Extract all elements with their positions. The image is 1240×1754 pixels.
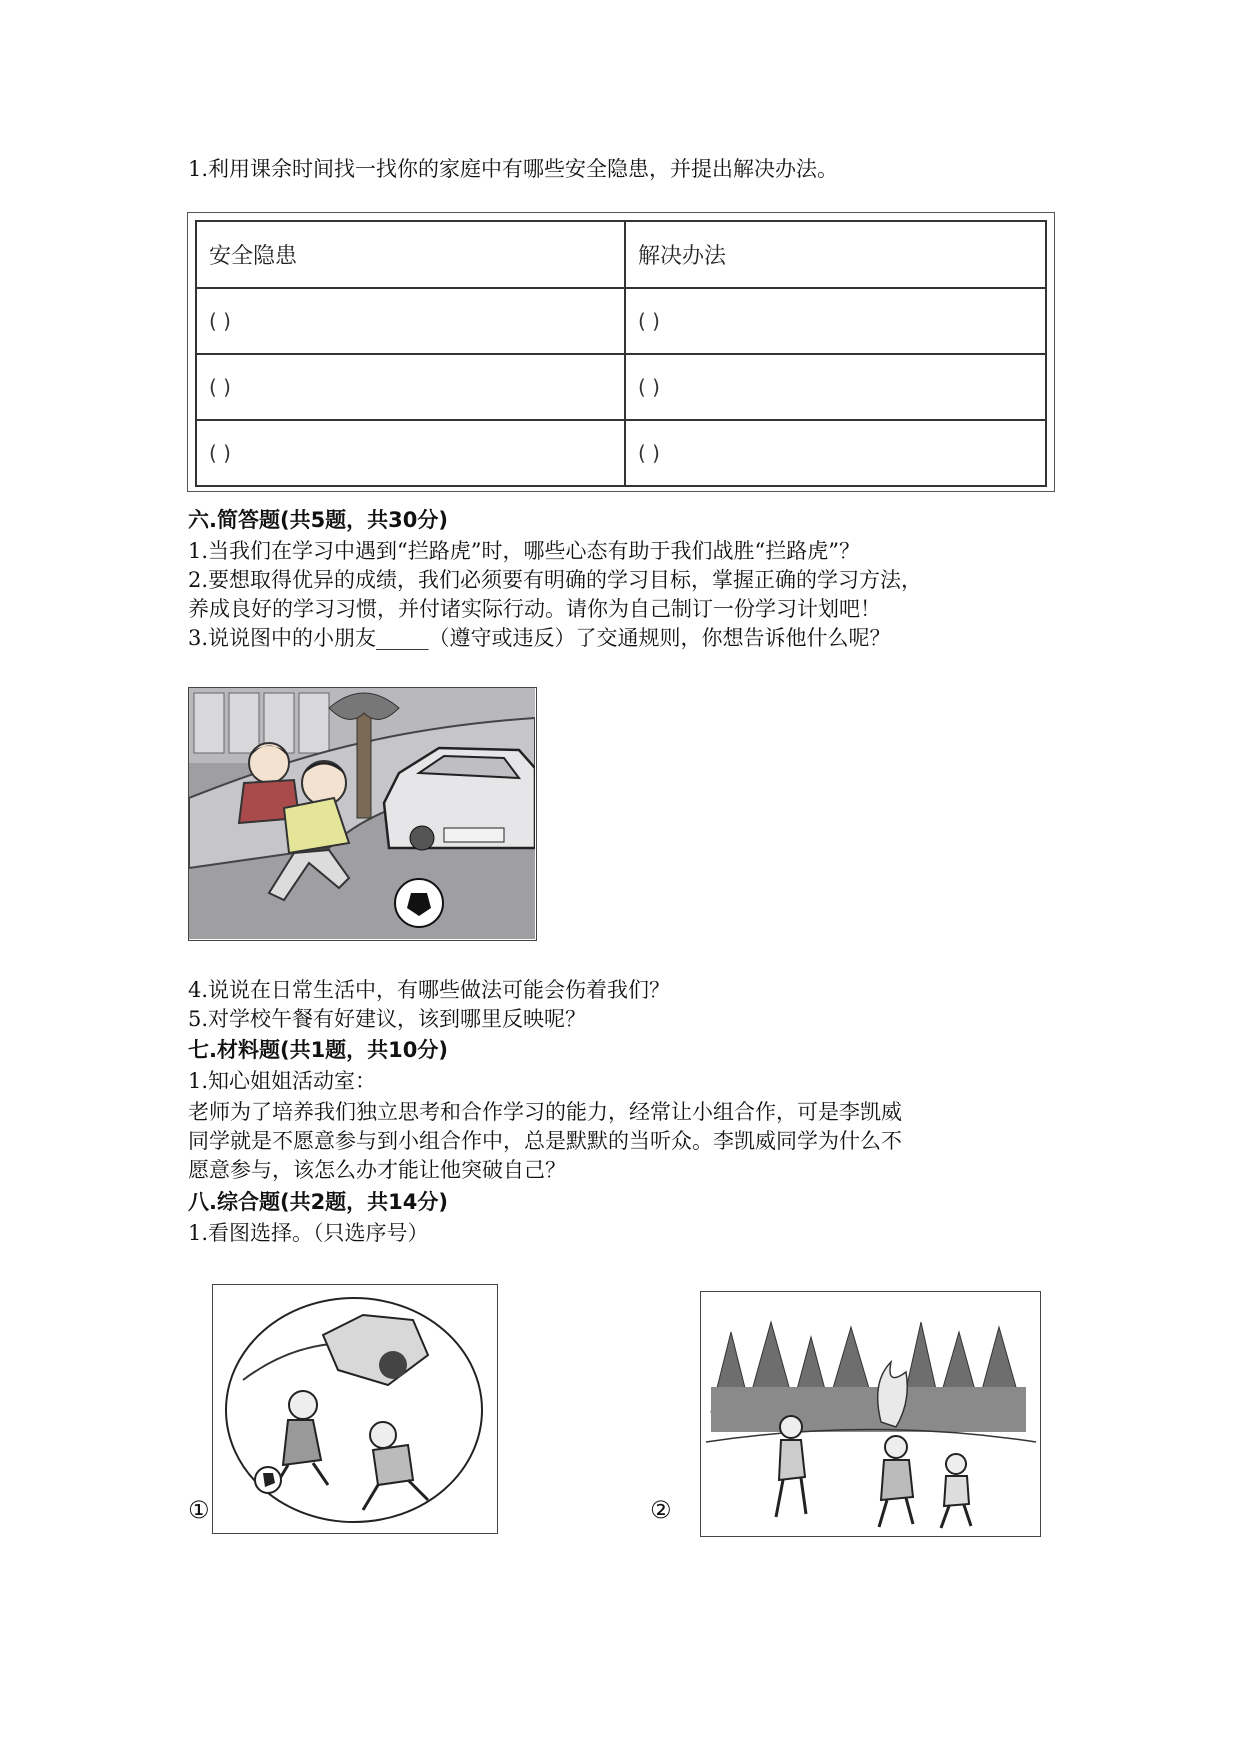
children-fleeing-forest-fire-image	[701, 1292, 1039, 1535]
table-header-hazard: 安全隐患	[196, 221, 625, 288]
table-row	[196, 354, 1046, 420]
picture-option-2[interactable]	[700, 1291, 1041, 1537]
choice-label-1: ①	[188, 1496, 210, 1524]
question-household-hazards: 1.利用课余时间找一找你的家庭中有哪些安全隐患，并提出解决办法。	[188, 157, 839, 181]
table-header-solution: 解决办法	[625, 221, 1046, 288]
section-heading-material: 七.材料题(共1题，共10分)	[188, 1038, 449, 1062]
question-text: 3.说说图中的小朋友_____（遵守或违反）了交通规则，你想告诉他什么呢？	[188, 626, 891, 650]
question-text: 1.当我们在学习中遇到“拦路虎”时，哪些心态有助于我们战胜“拦路虎”？	[188, 539, 860, 563]
answer-blank[interactable]: ( )	[625, 420, 1046, 486]
question-text: 1.看图选择。（只选序号）	[188, 1221, 429, 1245]
answer-blank[interactable]: ( )	[196, 354, 625, 420]
material-paragraph-line: 老师为了培养我们独立思考和合作学习的能力，经常让小组合作，可是李凯威	[188, 1100, 902, 1124]
table-row	[196, 420, 1046, 486]
question-text: 5.对学校午餐有好建议，该到哪里反映呢？	[188, 1007, 587, 1031]
section-heading-short-answer: 六.简答题(共5题，共30分)	[188, 508, 449, 532]
choice-label-2: ②	[650, 1496, 672, 1524]
answer-blank[interactable]: ( )	[625, 288, 1046, 354]
question-text: 4.说说在日常生活中，有哪些做法可能会伤着我们？	[188, 978, 671, 1002]
hazard-table	[195, 220, 1047, 487]
section-heading-comprehensive: 八.综合题(共2题，共14分)	[188, 1190, 449, 1214]
material-paragraph-line: 愿意参与，该怎么办才能让他突破自己？	[188, 1158, 566, 1182]
table-header-row	[196, 221, 1046, 288]
question-text: 养成良好的学习习惯，并付诸实际行动。请你为自己制订一份学习计划吧！	[188, 597, 881, 621]
table-row	[196, 288, 1046, 354]
question-text: 2.要想取得优异的成绩，我们必须要有明确的学习目标，掌握正确的学习方法，	[188, 568, 923, 592]
children-running-near-car-image	[189, 688, 535, 939]
question-text: 1.知心姐姐活动室：	[188, 1069, 377, 1093]
picture-option-1[interactable]	[212, 1284, 498, 1534]
boy-chasing-ball-near-car-image	[213, 1285, 496, 1532]
traffic-illustration	[188, 687, 537, 941]
answer-blank[interactable]: ( )	[196, 288, 625, 354]
answer-blank[interactable]: ( )	[625, 354, 1046, 420]
material-paragraph-line: 同学就是不愿意参与到小组合作中，总是默默的当听众。李凯威同学为什么不	[188, 1129, 902, 1153]
answer-blank[interactable]: ( )	[196, 420, 625, 486]
